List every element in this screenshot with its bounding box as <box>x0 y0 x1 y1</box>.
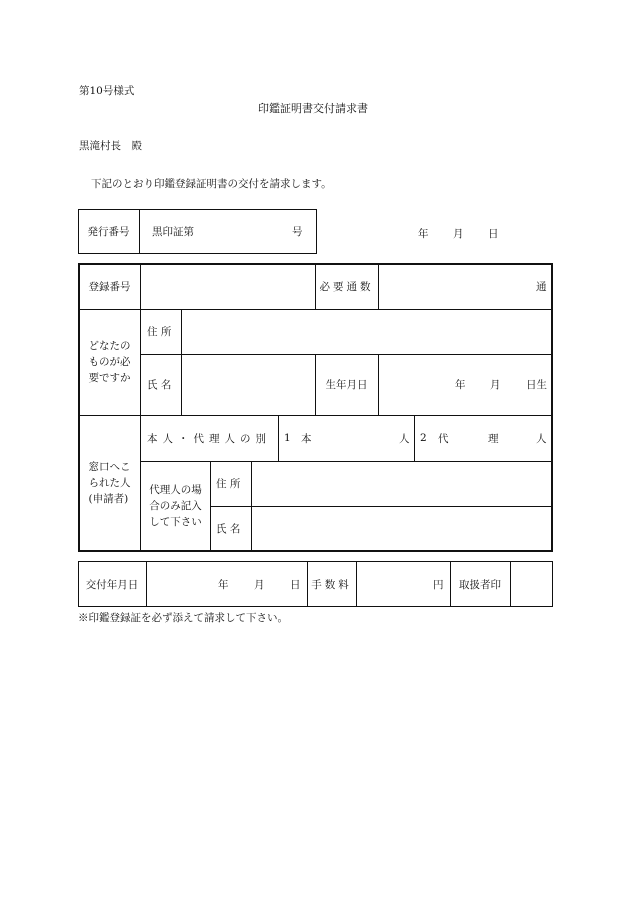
issue-number-suffix: 号 <box>292 226 303 238</box>
birth-day: 日生 <box>526 379 547 391</box>
proxy-address-field[interactable] <box>252 462 552 506</box>
handler-seal-box[interactable] <box>511 562 552 606</box>
footnote: ※印鑑登録証を必ず添えて請求して下さい。 <box>78 612 288 624</box>
delivery-date-field[interactable] <box>147 562 212 606</box>
yen-unit: 円 <box>433 578 444 591</box>
option-principal[interactable] <box>279 416 414 461</box>
option-1-unit: 人 <box>399 432 410 445</box>
form-title: 印鑑証明書交付請求書 <box>258 102 368 115</box>
applicant-label: 窓口へこ られた人 (申請者) <box>88 461 131 505</box>
proxy-name-label: 氏 名 <box>216 523 241 535</box>
intro-text: 下記のとおり印鑑登録証明書の交付を請求します。 <box>91 178 332 190</box>
delivery-month: 月 <box>254 578 265 591</box>
option-2-char-a: 代 <box>438 432 449 445</box>
addressee: 黒滝村長 殿 <box>79 140 142 152</box>
issue-number-label: 発行番号 <box>87 226 130 238</box>
proxy-address-label: 住 所 <box>216 478 241 490</box>
issue-number-field[interactable] <box>138 216 290 247</box>
option-2-char-c: 人 <box>536 432 547 445</box>
birth-year: 年 <box>455 379 466 391</box>
option-1-text: 本 <box>301 432 312 445</box>
proxy-name-field[interactable] <box>252 507 552 551</box>
fee-field[interactable] <box>357 562 429 606</box>
form-number: 第10号様式 <box>79 85 135 97</box>
fee-label: 手数料 <box>311 578 352 591</box>
option-1-number: 1 <box>284 432 291 444</box>
address-label: 住 所 <box>147 326 172 338</box>
birthdate-field[interactable] <box>379 355 449 415</box>
proxy-only-note: 代理人の場 合のみ記入 して下さい <box>149 484 202 528</box>
principal-or-proxy-label: 本人・代理人の別 <box>147 432 271 445</box>
birth-month: 月 <box>490 379 501 391</box>
registration-number-field[interactable] <box>141 264 315 309</box>
issue-number-prefix: 黒印証第 <box>152 226 194 238</box>
copies-unit: 通 <box>536 281 547 293</box>
required-copies-label: 必要通数 <box>319 281 374 293</box>
issue-day: 日 <box>488 228 499 240</box>
address-field[interactable] <box>182 310 552 354</box>
handler-seal-label: 取扱者印 <box>459 578 501 591</box>
delivery-year: 年 <box>218 578 229 591</box>
registration-number-label: 登録番号 <box>88 281 131 293</box>
option-2-number: 2 <box>420 432 427 444</box>
delivery-date-label: 交付年月日 <box>85 578 139 591</box>
birthdate-label: 生年月日 <box>325 379 368 391</box>
issue-month: 月 <box>453 228 464 240</box>
required-copies-field[interactable] <box>379 264 529 309</box>
name-label: 氏 名 <box>147 379 172 391</box>
name-field[interactable] <box>182 355 315 415</box>
option-proxy[interactable] <box>415 416 552 461</box>
delivery-day: 日 <box>290 578 301 591</box>
issue-year: 年 <box>418 228 429 240</box>
whose-certificate-label: どなたの ものが必 要ですか <box>88 340 131 384</box>
option-2-char-b: 理 <box>488 432 499 445</box>
